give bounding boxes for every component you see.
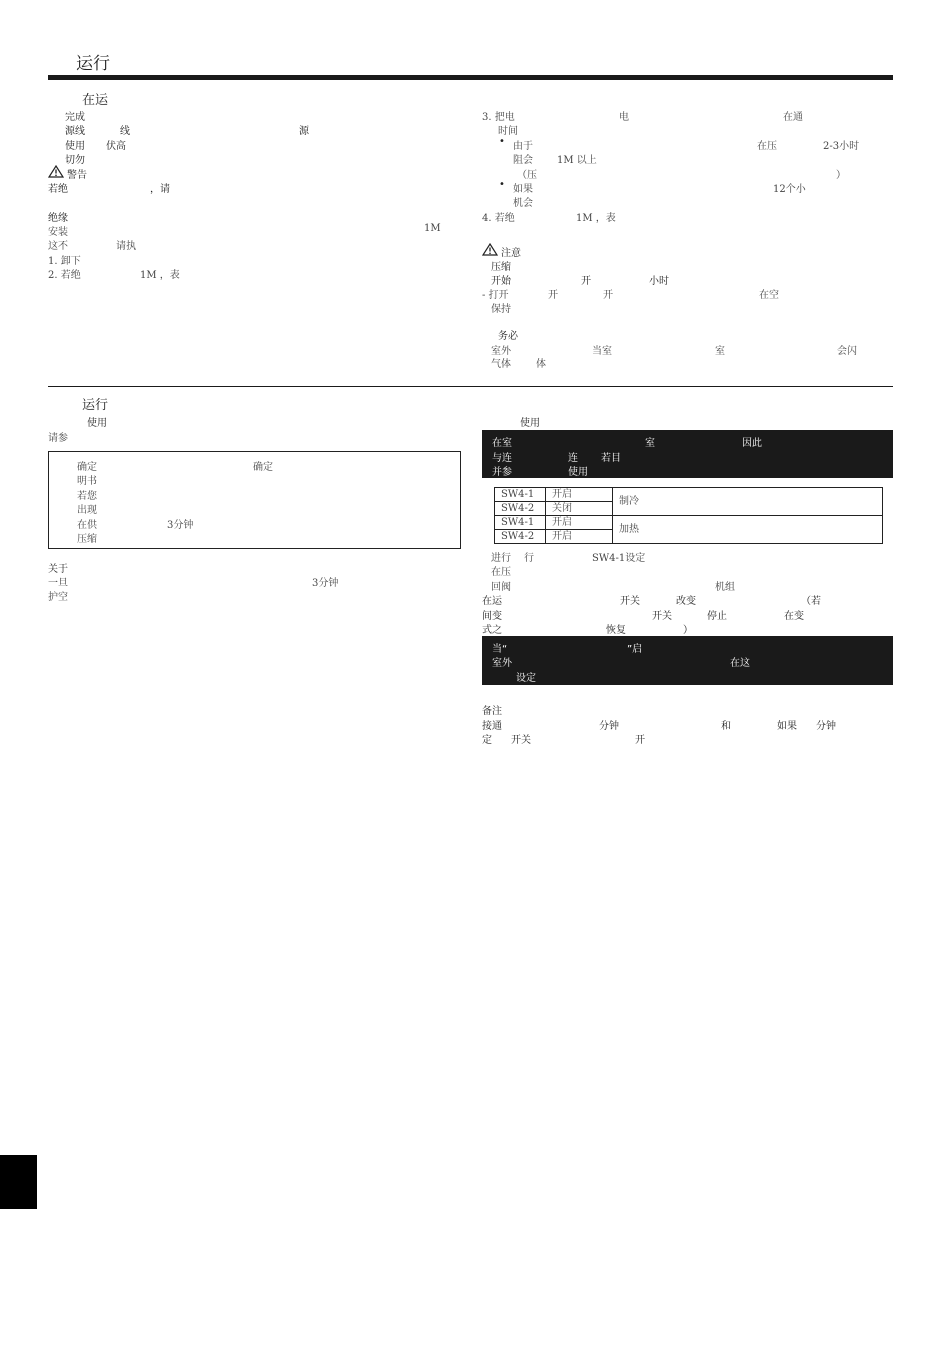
text-fragment: 当“ [492, 644, 508, 655]
text-fragment: 机组 [715, 582, 735, 593]
text-fragment: 如果 [777, 721, 797, 732]
text-fragment: 间变 [482, 611, 502, 622]
text-fragment: 1M 以上 [557, 155, 597, 166]
text-fragment: 开关 [652, 611, 672, 622]
warning-label: 警告 [67, 170, 87, 181]
text-fragment: 在通 [783, 112, 803, 123]
table-cell: 开启 [546, 488, 613, 502]
subheading-about: 关于 [48, 564, 68, 575]
bullet-icon: • [499, 136, 505, 147]
step-item: 4. 若绝 [482, 213, 515, 224]
text-fragment: 分钟 [816, 721, 836, 732]
text-fragment: 恢复 [606, 625, 626, 636]
text-fragment: 安装 [48, 227, 68, 238]
text-fragment: 由于 [513, 141, 533, 152]
text-fragment: 请执 [116, 241, 136, 252]
page-title: 运行 [76, 54, 110, 74]
text-fragment: 若您 [77, 491, 97, 502]
text-fragment: 时间 [498, 126, 518, 137]
text-fragment: 会闪 [837, 346, 857, 357]
text-fragment: 源 [299, 126, 309, 137]
text-fragment: ”启 [627, 644, 643, 655]
text-fragment: 当室 [592, 346, 612, 357]
text-fragment: 确定 [253, 462, 273, 473]
text-fragment: 开 [548, 290, 558, 301]
text-fragment: ，请 [150, 184, 170, 195]
text-fragment: 若目 [601, 453, 621, 464]
subheading-use: 使用 [520, 418, 540, 429]
text-fragment: 室 [715, 346, 725, 357]
text-fragment: 室 [645, 438, 655, 449]
text-fragment: 3分钟 [167, 520, 194, 531]
header-rule [48, 75, 893, 80]
text-fragment: - 打开 [482, 290, 509, 301]
must-label: 务必 [498, 331, 518, 342]
text-fragment: 接通 [482, 721, 502, 732]
step-item: 1. 卸下 [48, 256, 81, 267]
text-fragment: 改变 [676, 596, 696, 607]
subheading-use: 使用 [87, 418, 107, 429]
page-edge-tab [0, 1155, 37, 1209]
text-fragment: 机会 [513, 198, 533, 209]
text-fragment: 开 [635, 735, 645, 746]
text-fragment: 开关 [511, 735, 531, 746]
table-cell: SW4-2 [495, 530, 546, 544]
text-fragment: 进行 [491, 553, 511, 564]
text-fragment: 在压 [491, 567, 511, 578]
table-row [495, 488, 883, 502]
text-fragment: 1M ，表 [140, 270, 180, 281]
text-fragment: 使用 [65, 141, 85, 152]
text-fragment: 气体 [491, 359, 511, 370]
text-fragment: 行 [524, 553, 534, 564]
text-fragment: 切勿 [65, 155, 85, 166]
table-cell: 开启 [546, 516, 613, 530]
text-fragment: 开 [603, 290, 613, 301]
table-cell: SW4-1 [495, 516, 546, 530]
table-cell: 制冷 [613, 488, 883, 516]
text-fragment: 一旦 [48, 578, 68, 589]
text-fragment: 室外 [492, 658, 512, 669]
text-fragment: 开始 [491, 276, 511, 287]
text-fragment: 在室 [492, 438, 512, 449]
text-fragment: （若 [801, 596, 821, 607]
table-cell: 加热 [613, 516, 883, 544]
text-fragment: 使用 [568, 467, 588, 478]
text-fragment: 体 [536, 359, 546, 370]
table-cell: 关闭 [546, 502, 613, 516]
text-fragment: 这不 [48, 241, 68, 252]
section-divider [48, 386, 893, 387]
text-fragment: 在空 [759, 290, 779, 301]
text-fragment: 和 [721, 721, 731, 732]
text-fragment: 电 [619, 112, 629, 123]
caution-label: 注意 [501, 248, 521, 259]
text-fragment: 并参 [492, 467, 512, 478]
text-fragment: 2-3小时 [823, 141, 860, 152]
text-fragment: 如果 [513, 184, 533, 195]
text-fragment: 伏高 [106, 141, 126, 152]
text-fragment: 护空 [48, 592, 68, 603]
text-fragment: 线 [120, 126, 130, 137]
text-fragment: 因此 [742, 438, 762, 449]
subheading-note: 备注 [482, 706, 502, 717]
text-fragment: 与连 [492, 453, 512, 464]
text-fragment: 回阀 [491, 582, 511, 593]
table-cell: SW4-2 [495, 502, 546, 516]
text-fragment: 3分钟 [312, 578, 339, 589]
text-fragment: 1M [424, 223, 441, 234]
text-fragment: ） [683, 625, 693, 636]
table-row [495, 516, 883, 530]
section-heading: 运行 [82, 398, 109, 413]
caution-icon [482, 243, 498, 256]
text-fragment: （压 [517, 170, 537, 181]
text-fragment: 出现 [77, 505, 97, 516]
text-fragment: 停止 [707, 611, 727, 622]
step-item: 2. 若绝 [48, 270, 81, 281]
text-fragment: 在变 [784, 611, 804, 622]
text-fragment: 室外 [491, 346, 511, 357]
text-fragment: 式之 [482, 625, 502, 636]
text-fragment: 阻会 [513, 155, 533, 166]
text-fragment: 在这 [730, 658, 750, 669]
text-fragment: 在运 [482, 596, 502, 607]
text-fragment: 确定 [77, 462, 97, 473]
text-fragment: ） [836, 170, 846, 181]
text-fragment: 保持 [491, 304, 511, 315]
text-fragment: 连 [568, 453, 578, 464]
text-fragment: 定 [482, 735, 492, 746]
text-fragment: 在供 [77, 520, 97, 531]
text-fragment: 开 [581, 276, 591, 287]
dark-notice-box [482, 636, 893, 685]
text-fragment: 明书 [77, 476, 97, 487]
text-fragment: 压缩 [77, 534, 97, 545]
text-fragment: 开关 [620, 596, 640, 607]
text-fragment: SW4-1设定 [592, 553, 646, 564]
switch-table [494, 487, 883, 544]
text-fragment: 1M ，表 [576, 213, 616, 224]
text-fragment: 12个小 [773, 184, 806, 195]
text-fragment: 请参 [48, 433, 68, 444]
text-fragment: 源线 [65, 126, 85, 137]
section-heading: 在运 [82, 93, 109, 108]
text-fragment: 完成 [65, 112, 85, 123]
text-fragment: 小时 [649, 276, 669, 287]
text-fragment: 设定 [516, 673, 536, 684]
bullet-icon: • [499, 179, 505, 190]
table-cell: 开启 [546, 530, 613, 544]
subheading-insulation: 绝缘 [48, 213, 68, 224]
warning-icon [48, 165, 64, 178]
step-item: 3. 把电 [482, 112, 515, 123]
text-fragment: 压缩 [491, 262, 511, 273]
text-fragment: 在压 [757, 141, 777, 152]
text-fragment: 若绝 [48, 184, 68, 195]
text-fragment: 分钟 [599, 721, 619, 732]
dark-notice-box [482, 430, 893, 478]
table-cell: SW4-1 [495, 488, 546, 502]
